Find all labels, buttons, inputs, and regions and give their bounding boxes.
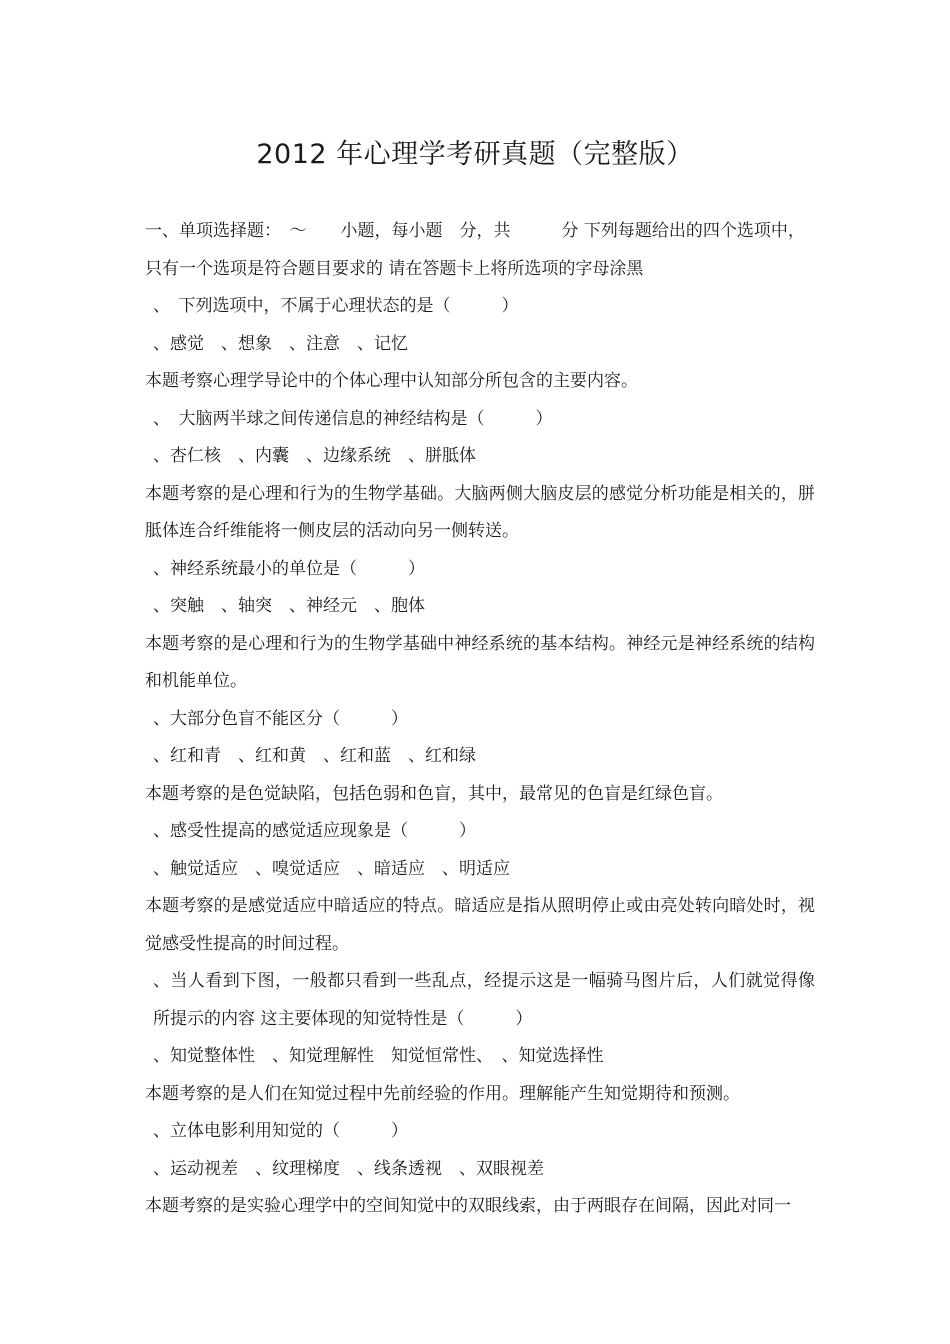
question-stem: 、立体电影利用知觉的（ ） (153, 1121, 408, 1141)
document-body (145, 213, 815, 1226)
question-explanation: 本题考察的是色觉缺陷，包括色弱和色盲，其中，最常见的色盲是红绿色盲。 (145, 783, 723, 804)
question-options: 、触觉适应 、嗅觉适应 、暗适应 、明适应 (153, 858, 510, 879)
question-explanation: 本题考察的是感觉适应中暗适应的特点。暗适应是指从照明停止或由亮处转向暗处时，视觉感受性提高的时间过程。 (145, 896, 815, 954)
section-heading-line-1: 一、单项选择题： ～ 小题，每小题 分，共 分 下列每题给出的四个选项中， (145, 221, 805, 241)
question-explanation: 本题考察的是心理和行为的生物学基础中神经系统的基本结构。神经元是神经系统的结构和机能单位。 (145, 633, 815, 691)
question-explanation: 本题考察的是人们在知觉过程中先前经验的作用。理解能产生知觉期待和预测。 (145, 1083, 740, 1104)
question-options: 、知觉整体性 、知觉理解性 知觉恒常性、 、知觉选择性 (153, 1046, 604, 1066)
question-options: 、红和青 、红和黄 、红和蓝 、红和绿 (153, 746, 476, 766)
question-options: 、杏仁核 、内囊 、边缘系统 、胼胝体 (153, 446, 476, 466)
question-options: 、突触 、轴突 、神经元 、胞体 (153, 596, 425, 616)
page-title: 2012 年心理学考研真题（完整版） (256, 139, 694, 170)
question-explanation: 本题考察心理学导论中的个体心理中认知部分所包含的主要内容。 (145, 371, 638, 391)
question-stem: 、大部分色盲不能区分（ ） (153, 708, 408, 729)
question-explanation: 本题考察的是心理和行为的生物学基础。大脑两侧大脑皮层的感觉分析功能是相关的，胼胝体连合纤维能将一侧皮层的活动向另一侧转送。 (145, 483, 815, 541)
question-stem: 、感受性提高的感觉适应现象是（ ） (153, 821, 476, 841)
question-explanation: 本题考察的是实验心理学中的空间知觉中的双眼线索，由于两眼存在间隔，因此对同一 (145, 1196, 791, 1216)
question-options: 、感觉 、想象 、注意 、记忆 (153, 333, 408, 354)
question-options: 、运动视差 、纹理梯度 、线条透视 、双眼视差 (153, 1158, 544, 1179)
question-stem: 、 下列选项中，不属于心理状态的是（ ） (153, 296, 519, 316)
question-stem: 、 大脑两半球之间传递信息的神经结构是（ ） (153, 408, 553, 429)
question-stem: 、当人看到下图，一般都只看到一些乱点，经提示这是一幅骑马图片后，人们就觉得像所提示的内容 这主要体现的知觉特性是（ ） (153, 971, 815, 1029)
question-stem: 、神经系统最小的单位是（ ） (153, 558, 425, 579)
section-heading-line-2: 只有一个选项是符合题目要求的 请在答题卡上将所选项的字母涂黑 (145, 258, 644, 279)
